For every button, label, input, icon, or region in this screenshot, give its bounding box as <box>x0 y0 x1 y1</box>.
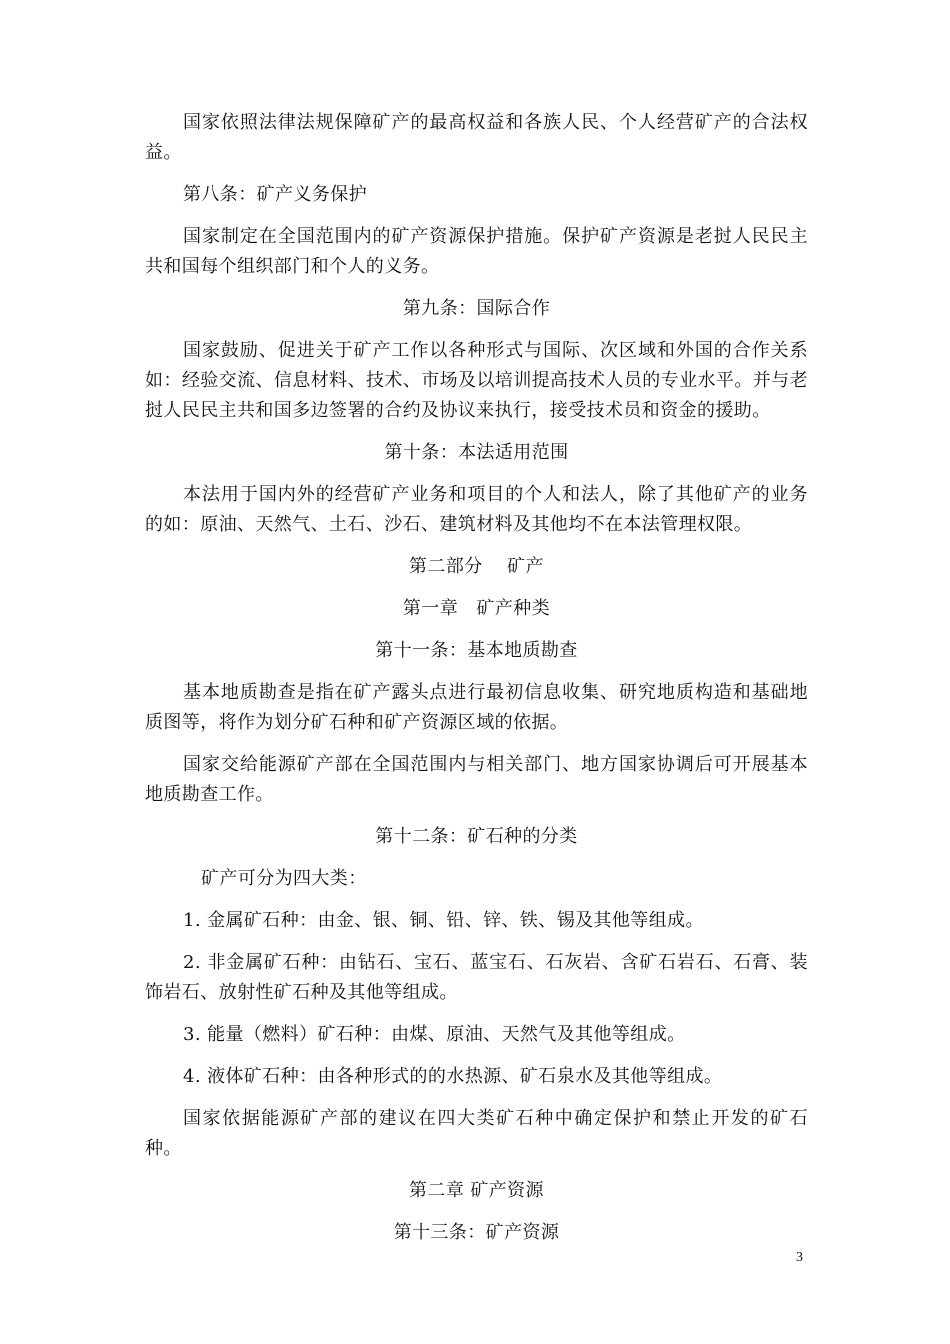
article-heading: 第八条：矿产义务保护 <box>183 184 367 205</box>
paragraph: 国家交给能源矿产部在全国范围内与相关部门、地方国家协调后可开展基本地质勘查工作。 <box>145 754 808 805</box>
paragraph: 国家鼓励、促进关于矿产工作以各种形式与国际、次区域和外国的合作关系如：经验交流、信息材料、技术、市场及以培训提高技术人员的专业水平。并与老挝人民民主共和国多边签署的合约及协议来执行，接受技术员和资金的援助。 <box>145 340 808 421</box>
article-heading: 第九条：国际合作 <box>402 298 551 319</box>
list-item: 3. 能量（燃料）矿石种：由煤、原油、天然气及其他等组成。 <box>183 1024 686 1045</box>
chapter-heading: 第二章 矿产资源 <box>409 1180 544 1201</box>
document-body <box>145 108 808 1260</box>
page-number: 3 <box>796 1250 803 1265</box>
paragraph: 基本地质勘查是指在矿产露头点进行最初信息收集、研究地质构造和基础地质图等，将作为划分矿石种和矿产资源区域的依据。 <box>145 682 808 733</box>
part-heading: 第二部分 矿产 <box>409 556 544 577</box>
list-item: 1. 金属矿石种：由金、银、铜、铅、锌、铁、锡及其他等组成。 <box>183 910 704 931</box>
chapter-heading: 第一章 矿产种类 <box>402 598 551 619</box>
paragraph: 本法用于国内外的经营矿产业务和项目的个人和法人，除了其他矿产的业务的如：原油、天然气、土石、沙石、建筑材料及其他均不在本法管理权限。 <box>145 484 808 535</box>
article-heading: 第十二条：矿石种的分类 <box>375 826 578 847</box>
paragraph: 国家依据能源矿产部的建议在四大类矿石种中确定保护和禁止开发的矿石种。 <box>145 1108 808 1159</box>
paragraph: 国家制定在全国范围内的矿产资源保护措施。保护矿产资源是老挝人民民主共和国每个组织部门和个人的义务。 <box>145 226 808 277</box>
paragraph: 国家依照法律法规保障矿产的最高权益和各族人民、个人经营矿产的合法权益。 <box>145 112 808 163</box>
list-item: 2. 非金属矿石种：由钻石、宝石、蓝宝石、石灰岩、含矿石岩石、石膏、装饰岩石、放射性矿石种及其他等组成。 <box>145 952 808 1003</box>
article-heading: 第十条：本法适用范围 <box>384 442 569 463</box>
article-heading: 第十三条：矿产资源 <box>393 1222 560 1243</box>
list-item: 4. 液体矿石种：由各种形式的的水热源、矿石泉水及其他等组成。 <box>183 1066 723 1087</box>
paragraph: 矿产可分为四大类： <box>201 868 367 889</box>
article-heading: 第十一条：基本地质勘查 <box>375 640 578 661</box>
